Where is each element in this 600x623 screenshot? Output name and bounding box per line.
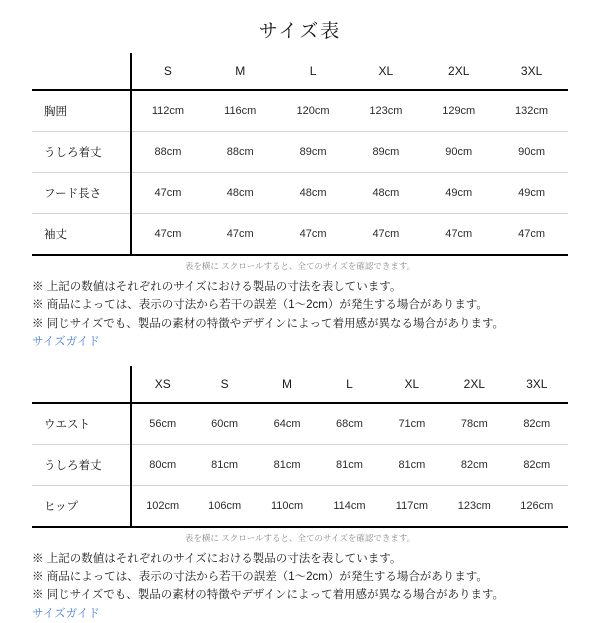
notes-tops [32, 278, 568, 352]
note-line: ※ 商品によっては、表示の寸法から若干の誤差（1〜2cm）が発生する場合があります。 [32, 570, 488, 583]
size-table-bottoms-head [32, 366, 568, 403]
table-cell: 71cm [398, 417, 426, 430]
note-line: ※ 同じサイズでも、製品の素材の特徴やデザインによって着用感が異なる場合があります。 [32, 317, 505, 330]
row-label: ウエスト [32, 403, 131, 445]
notes-bottoms [32, 550, 568, 623]
table-cell: 47cm [372, 228, 400, 240]
row-label: 袖丈 [32, 214, 131, 256]
table-cell: 47cm [154, 228, 182, 240]
table-cell: 114cm [333, 499, 366, 512]
table-cell: 47cm [154, 187, 182, 199]
page-title: サイズ表 [258, 21, 342, 42]
table-cell: 48cm [226, 187, 254, 199]
table-cell: 47cm [518, 228, 546, 240]
table-cell: 56cm [149, 417, 177, 430]
size-guide-link[interactable]: サイズガイド [32, 607, 100, 620]
column-header-m: M [235, 64, 246, 78]
table-cell: 110cm [270, 499, 304, 512]
table-cell: 81cm [273, 458, 301, 471]
table-row [32, 403, 568, 445]
table-cell: 81cm [398, 458, 426, 471]
table-cell: 120cm [296, 105, 330, 117]
note-line: ※ 商品によっては、表示の寸法から若干の誤差（1〜2cm）が発生する場合があります。 [32, 299, 488, 312]
table-cell: 47cm [445, 228, 473, 240]
table-cell: 47cm [299, 228, 327, 240]
table-cell: 82cm [523, 458, 551, 471]
table-cell: 78cm [460, 417, 488, 430]
table-cell: 88cm [154, 146, 182, 158]
column-header-l: L [346, 376, 353, 391]
table-row [32, 444, 568, 485]
table-cell: 90cm [518, 146, 546, 158]
column-header-2xl: 2XL [463, 376, 485, 391]
size-table-tops [32, 53, 568, 256]
table-cell: 116cm [224, 105, 257, 117]
table-cell: 126cm [520, 499, 554, 512]
column-header-3xl: 3XL [526, 376, 548, 391]
table-corner-cell [32, 366, 131, 403]
table-cell: 49cm [445, 187, 473, 199]
column-header-xl: XL [378, 64, 394, 78]
size-table-bottoms [32, 366, 568, 528]
table-cell: 89cm [372, 146, 400, 158]
table-cell: 132cm [515, 105, 549, 117]
table-cell: 48cm [299, 187, 327, 199]
table-header-row [32, 366, 568, 403]
table-cell: 49cm [518, 187, 546, 199]
row-label: うしろ着丈 [32, 132, 131, 173]
table-cell: 106cm [208, 499, 242, 512]
scroll-hint-bottoms: 表を横に スクロールすると、全てのサイズを確認できます。 [184, 532, 416, 543]
column-header-s: S [220, 376, 229, 391]
table-cell: 47cm [226, 228, 254, 240]
size-table-block-tops [0, 53, 600, 352]
table-cell: 81cm [211, 458, 239, 471]
note-line: ※ 上記の数値はそれぞれのサイズにおける製品の寸法を表しています。 [32, 552, 402, 565]
size-table-tops-body [32, 90, 568, 255]
table-row [32, 132, 568, 173]
table-row [32, 173, 568, 214]
table-cell: 90cm [445, 146, 473, 158]
table-cell: 81cm [336, 458, 363, 471]
table-row [32, 485, 568, 527]
scroll-hint-tops: 表を横に スクロールすると、全てのサイズを確認できます。 [184, 261, 416, 271]
table-cell: 82cm [523, 417, 551, 430]
table-row [32, 214, 568, 256]
table-cell: 117cm [395, 499, 428, 512]
column-header-xl: XL [404, 376, 420, 391]
table-cell: 123cm [369, 105, 403, 117]
table-cell: 112cm [151, 105, 185, 117]
row-label: 胸囲 [32, 90, 131, 132]
column-header-2xl: 2XL [448, 64, 470, 78]
row-label: ヒップ [32, 485, 131, 527]
column-header-s: S [163, 64, 172, 78]
row-label: うしろ着丈 [32, 444, 131, 485]
size-table-bottoms-body [32, 403, 568, 527]
table-corner-cell [32, 53, 131, 90]
table-cell: 48cm [372, 187, 400, 199]
table-header-row [32, 53, 568, 90]
table-cell: 129cm [442, 105, 476, 117]
table-cell: 88cm [226, 146, 254, 158]
column-header-xs: XS [154, 376, 171, 391]
size-table-block-bottoms [0, 366, 600, 623]
note-line: ※ 同じサイズでも、製品の素材の特徴やデザインによって着用感が異なる場合があります。 [32, 589, 505, 602]
column-header-3xl: 3XL [520, 64, 543, 78]
table-cell: 60cm [211, 417, 239, 430]
table-cell: 82cm [460, 458, 488, 471]
table-cell: 64cm [273, 417, 301, 430]
size-guide-link[interactable]: サイズガイド [32, 336, 100, 349]
table-row [32, 90, 568, 132]
column-header-l: L [309, 64, 317, 78]
table-cell: 80cm [149, 458, 177, 471]
table-cell: 102cm [146, 499, 180, 512]
table-cell: 89cm [299, 146, 327, 158]
table-cell: 68cm [336, 417, 363, 430]
row-label: フード長さ [32, 173, 131, 214]
table-cell: 123cm [457, 499, 491, 512]
size-table-tops-head [32, 53, 568, 90]
column-header-m: M [282, 376, 293, 391]
note-line: ※ 上記の数値はそれぞれのサイズにおける製品の寸法を表しています。 [32, 281, 402, 293]
